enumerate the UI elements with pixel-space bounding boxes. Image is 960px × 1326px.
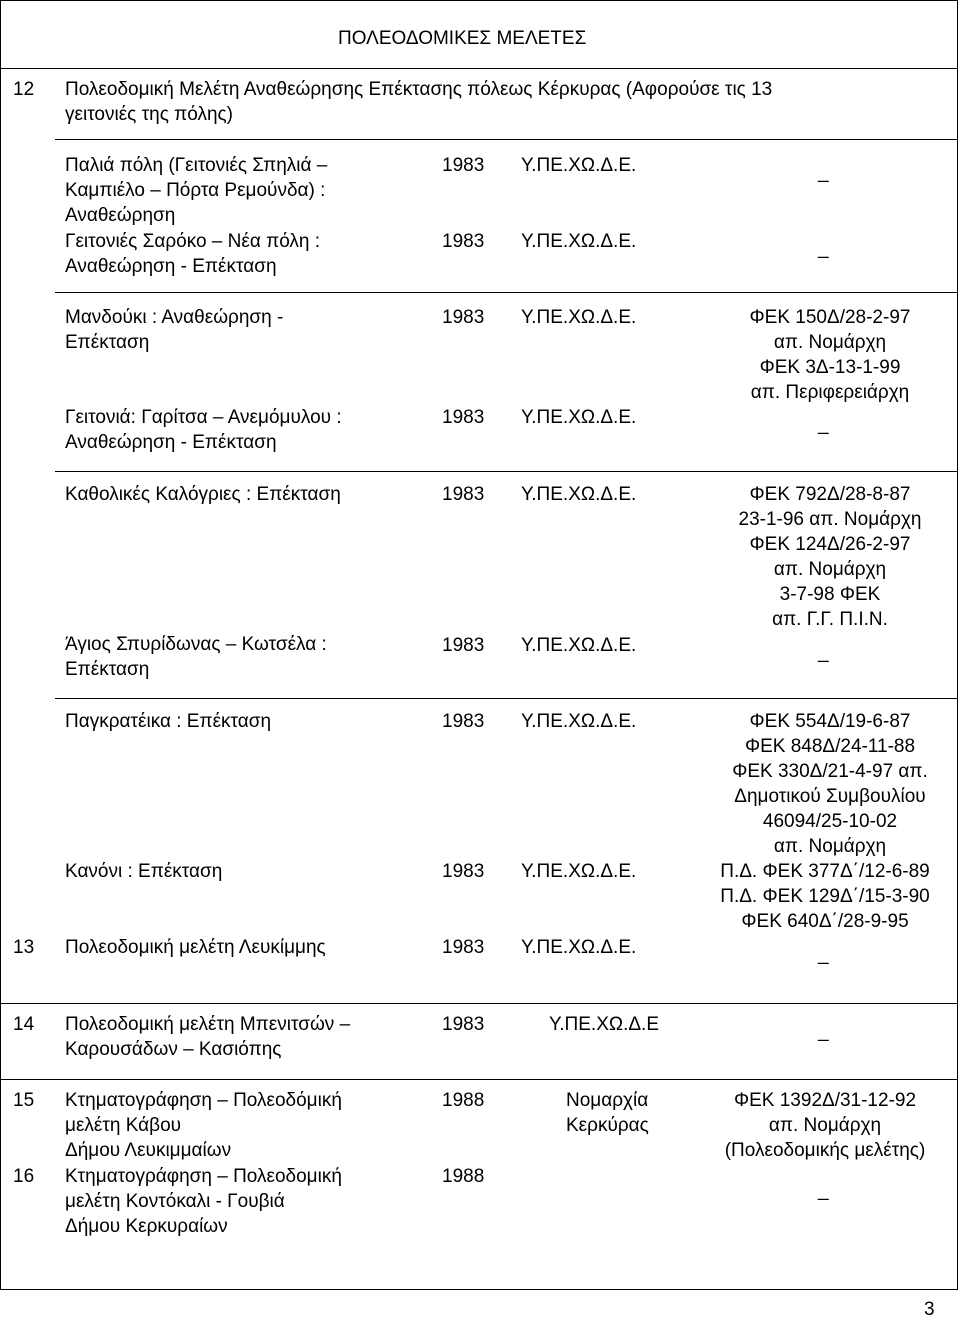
border-top: [0, 0, 958, 1]
sarako-year: 1983: [442, 231, 485, 252]
spyridonas-year: 1983: [442, 635, 485, 656]
pagkrateika-fek-line4: Δημοτικού Συμβουλίου: [734, 786, 926, 807]
kalogries-fek-line6: απ. Γ.Γ. Π.Ι.Ν.: [772, 609, 888, 630]
kalogries-fek-line5: 3-7-98 ΦΕΚ: [779, 584, 881, 605]
kanoni-label: Κανόνι : Επέκταση: [65, 861, 223, 882]
spyridonas-label-line1: Άγιος Σπυρίδωνας – Κωτσέλα :: [65, 634, 327, 655]
row-14-number: 14: [13, 1014, 35, 1035]
pagkrateika-agency: Υ.ΠΕ.ΧΩ.Δ.Ε.: [521, 711, 637, 732]
row-16-label-line3: Δήμου Κερκυραίων: [65, 1216, 228, 1237]
row-15-label-line1: Κτηματογράφηση – Πολεοδόμική: [65, 1090, 342, 1111]
palia-label-line3: Αναθεώρηση: [65, 205, 176, 226]
divider-before-row14: [0, 1003, 958, 1004]
kanoni-fek-line1: Π.Δ. ΦΕΚ 377Δ΄/12-6-89: [720, 861, 930, 882]
pagkrateika-fek-line1: ΦΕΚ 554Δ/19-6-87: [749, 711, 911, 732]
border-bottom: [0, 1289, 958, 1290]
row-16-fek: _: [818, 1180, 829, 1201]
row-16-year: 1988: [442, 1166, 485, 1187]
mandouki-fek-line3: ΦΕΚ 3Δ-13-1-99: [759, 357, 901, 378]
border-right: [957, 0, 958, 1290]
kalogries-year: 1983: [442, 484, 485, 505]
divider-row12-sub2: [55, 292, 958, 293]
divider-before-row15: [0, 1079, 958, 1080]
row-12-number: 12: [13, 79, 35, 100]
row-13-number: 13: [13, 937, 35, 958]
kalogries-fek-line2: 23-1-96 απ. Νομάρχη: [738, 509, 922, 530]
garitsa-label-line1: Γειτονιά: Γαρίτσα – Ανεμόμυλου :: [65, 407, 342, 428]
mandouki-fek-line4: απ. Περιφερειάρχη: [750, 382, 910, 403]
sarako-agency: Υ.ΠΕ.ΧΩ.Δ.Ε.: [521, 231, 637, 252]
garitsa-agency: Υ.ΠΕ.ΧΩ.Δ.Ε.: [521, 407, 637, 428]
row-15-agency-line1: Νομαρχία: [566, 1090, 649, 1111]
garitsa-year: 1983: [442, 407, 485, 428]
pagkrateika-label: Παγκρατέικα : Επέκταση: [65, 711, 272, 732]
kalogries-fek-line4: απ. Νομάρχη: [773, 559, 887, 580]
divider-row12-sub1: [55, 139, 958, 140]
kalogries-fek-line1: ΦΕΚ 792Δ/28-8-87: [749, 484, 911, 505]
row-16-label-line2: μελέτη Κοντόκαλι - Γουβιά: [65, 1191, 285, 1212]
divider-after-title: [0, 68, 958, 69]
kalogries-fek-line3: ΦΕΚ 124Δ/26-2-97: [749, 534, 911, 555]
page-title: ΠΟΛΕΟΔΟΜΙΚΕΣ ΜΕΛΕΤΕΣ: [338, 28, 587, 49]
palia-fek: _: [818, 162, 829, 183]
kanoni-year: 1983: [442, 861, 485, 882]
row-13-label: Πολεοδομική μελέτη Λευκίμμης: [65, 937, 326, 958]
palia-agency: Υ.ΠΕ.ΧΩ.Δ.Ε.: [521, 155, 637, 176]
row-15-number: 15: [13, 1090, 35, 1111]
row-16-number: 16: [13, 1166, 35, 1187]
row-14-agency: Υ.ΠΕ.ΧΩ.Δ.Ε: [549, 1014, 659, 1035]
palia-label-line2: Καμπιέλο – Πόρτα Ρεμούνδα) :: [65, 180, 326, 201]
pagkrateika-year: 1983: [442, 711, 485, 732]
garitsa-label-line2: Αναθεώρηση - Επέκταση: [65, 432, 277, 453]
spyridonas-fek: _: [818, 642, 829, 663]
garitsa-fek: _: [818, 414, 829, 435]
palia-year: 1983: [442, 155, 485, 176]
row-13-fek: _: [818, 944, 829, 965]
spyridonas-agency: Υ.ΠΕ.ΧΩ.Δ.Ε.: [521, 635, 637, 656]
row-15-fek-line1: ΦΕΚ 1392Δ/31-12-92: [733, 1090, 917, 1111]
pagkrateika-fek-line5: 46094/25-10-02: [762, 811, 898, 832]
row-12-heading-line1: Πολεοδομική Μελέτη Αναθεώρησης Επέκτασης πόλεως Κέρκυρας (Αφορούσε τις 13: [65, 79, 773, 100]
row-15-agency-line2: Κερκύρας: [566, 1115, 649, 1136]
kanoni-agency: Υ.ΠΕ.ΧΩ.Δ.Ε.: [521, 861, 637, 882]
kalogries-agency: Υ.ΠΕ.ΧΩ.Δ.Ε.: [521, 484, 637, 505]
pagkrateika-fek-line3: ΦΕΚ 330Δ/21-4-97 απ.: [732, 761, 928, 782]
row-15-label-line2: μελέτη Κάβου: [65, 1115, 182, 1136]
row-14-label-line1: Πολεοδομική μελέτη Μπενιτσών –: [65, 1014, 351, 1035]
mandouki-label-line1: Μανδούκι : Αναθεώρηση -: [65, 307, 284, 328]
divider-row12-sub4: [55, 698, 958, 699]
mandouki-fek-line2: απ. Νομάρχη: [773, 332, 887, 353]
page-number: 3: [924, 1299, 935, 1320]
row-15-fek-line3: (Πολεοδομικής μελέτης): [724, 1140, 926, 1161]
row-15-label-line3: Δήμου Λευκιμμαίων: [65, 1140, 232, 1161]
kalogries-label: Καθολικές Καλόγριες : Επέκταση: [65, 484, 341, 505]
row-14-year: 1983: [442, 1014, 485, 1035]
sarako-fek: _: [818, 238, 829, 259]
pagkrateika-fek-line2: ΦΕΚ 848Δ/24-11-88: [744, 736, 916, 757]
mandouki-year: 1983: [442, 307, 485, 328]
pagkrateika-fek-line6: απ. Νομάρχη: [773, 836, 887, 857]
divider-row12-sub3: [55, 471, 958, 472]
sarako-label-line1: Γειτονιές Σαρόκο – Νέα πόλη :: [65, 231, 321, 252]
mandouki-agency: Υ.ΠΕ.ΧΩ.Δ.Ε.: [521, 307, 637, 328]
spyridonas-label-line2: Επέκταση: [65, 659, 150, 680]
border-left: [0, 0, 1, 1290]
palia-label-line1: Παλιά πόλη (Γειτονιές Σπηλιά –: [65, 155, 328, 176]
row-14-fek: _: [818, 1021, 829, 1042]
kanoni-fek-line3: ΦΕΚ 640Δ΄/28-9-95: [741, 911, 909, 932]
row-12-heading-line2: γειτονιές της πόλης): [65, 104, 233, 125]
row-13-agency: Υ.ΠΕ.ΧΩ.Δ.Ε.: [521, 937, 637, 958]
kanoni-fek-line2: Π.Δ. ΦΕΚ 129Δ΄/15-3-90: [720, 886, 930, 907]
row-15-year: 1988: [442, 1090, 485, 1111]
mandouki-fek-line1: ΦΕΚ 150Δ/28-2-97: [749, 307, 911, 328]
mandouki-label-line2: Επέκταση: [65, 332, 150, 353]
row-15-fek-line2: απ. Νομάρχη: [768, 1115, 882, 1136]
sarako-label-line2: Αναθεώρηση - Επέκταση: [65, 256, 277, 277]
row-14-label-line2: Καρουσάδων – Κασιόπης: [65, 1039, 282, 1060]
row-16-label-line1: Κτηματογράφηση – Πολεοδομική: [65, 1166, 342, 1187]
row-13-year: 1983: [442, 937, 485, 958]
